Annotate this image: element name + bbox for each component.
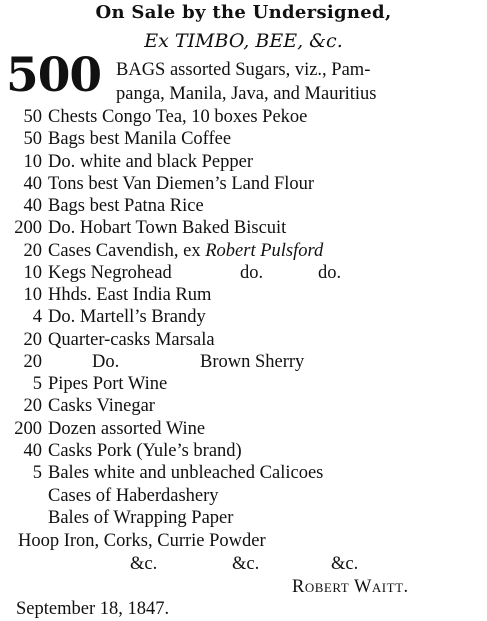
item-quantity: 5 (32, 463, 42, 483)
item-quantity: 20 (23, 352, 42, 372)
item-text: Chests Congo Tea, 10 boxes Pekoe (48, 107, 308, 127)
list-item (0, 329, 487, 351)
item-quantity: 20 (23, 330, 42, 350)
item-quantity: 40 (23, 174, 42, 194)
item-quantity: 40 (23, 441, 42, 461)
item-text: Bags best Patna Rice (48, 196, 204, 216)
list-item (0, 395, 487, 417)
item-text: Cases Cavendish, ex (48, 241, 201, 261)
item-text: Do. Hobart Town Baked Biscuit (48, 218, 287, 238)
list-item (0, 128, 487, 150)
item-text: Do. white and black Pepper (48, 152, 253, 172)
list-item (0, 440, 487, 462)
item-text: Casks Pork (Yule’s brand) (48, 441, 242, 461)
item-text: Tons best Van Diemen’s Land Flour (48, 174, 315, 194)
list-item (0, 173, 487, 195)
etc-mark: &c. (130, 554, 158, 574)
item-quantity: 200 (14, 419, 42, 439)
item-quantity: 50 (23, 107, 42, 127)
date: September 18, 1847. (16, 599, 170, 619)
item-text: Cases of Haberdashery (48, 486, 219, 506)
lead-line-1: BAGS assorted Sugars, viz., Pam- (116, 60, 371, 80)
item-quantity: 200 (14, 218, 42, 238)
list-item (0, 373, 487, 395)
subheading: Ex TIMBO, BEE, &c. (144, 30, 343, 52)
item-text: Bales white and unbleached Calicoes (48, 463, 324, 483)
signature-line (0, 576, 487, 598)
item-text: Do. (92, 352, 120, 372)
list-item (0, 217, 487, 239)
item-quantity: 40 (23, 196, 42, 216)
lead-line-2: panga, Manila, Java, and Mauritius (116, 84, 377, 104)
item-quantity: 10 (23, 285, 42, 305)
item-quantity: 4 (32, 307, 42, 327)
item-quantity: 20 (23, 396, 42, 416)
item-text: Pipes Port Wine (48, 374, 168, 394)
list-item (0, 485, 487, 507)
item-quantity: 10 (23, 152, 42, 172)
list-item (0, 507, 487, 529)
item-text: Dozen assorted Wine (48, 419, 206, 439)
item-text: Do. Martell’s Brandy (48, 307, 206, 327)
item-quantity: 10 (23, 263, 42, 283)
extra-text: Hoop Iron, Corks, Currie Powder (18, 531, 266, 551)
extra-line (0, 530, 487, 552)
list-item (0, 195, 487, 217)
item-text: Bags best Manila Coffee (48, 129, 232, 149)
list-item (0, 106, 487, 128)
etc-mark: &c. (232, 554, 260, 574)
item-text: Hhds. East India Rum (48, 285, 212, 305)
item-text: Quarter-casks Marsala (48, 330, 215, 350)
list-item (0, 462, 487, 484)
item-quantity: 5 (32, 374, 42, 394)
list-item (0, 306, 487, 328)
item-text: Kegs Negrohead (48, 263, 172, 283)
lead-quantity: 500 (6, 48, 102, 103)
item-quantity: 50 (23, 129, 42, 149)
list-item (0, 151, 487, 173)
list-item (0, 284, 487, 306)
signature: Robert Waitt. (292, 577, 409, 597)
item-text: Casks Vinegar (48, 396, 155, 416)
list-item (0, 351, 487, 373)
item-quantity: 20 (23, 241, 42, 261)
etc-mark: &c. (331, 554, 359, 574)
heading: On Sale by the Undersigned, (95, 2, 392, 23)
date-line (0, 598, 487, 620)
list-item (0, 418, 487, 440)
ditto-mark: do. (240, 263, 264, 283)
list-item (0, 262, 487, 284)
ship-name: Robert Pulsford (205, 241, 324, 261)
item-detail: Brown Sherry (200, 352, 305, 372)
ditto-mark: do. (318, 263, 342, 283)
item-text: Bales of Wrapping Paper (48, 508, 234, 528)
etc-line (0, 553, 487, 575)
list-item (0, 240, 487, 262)
